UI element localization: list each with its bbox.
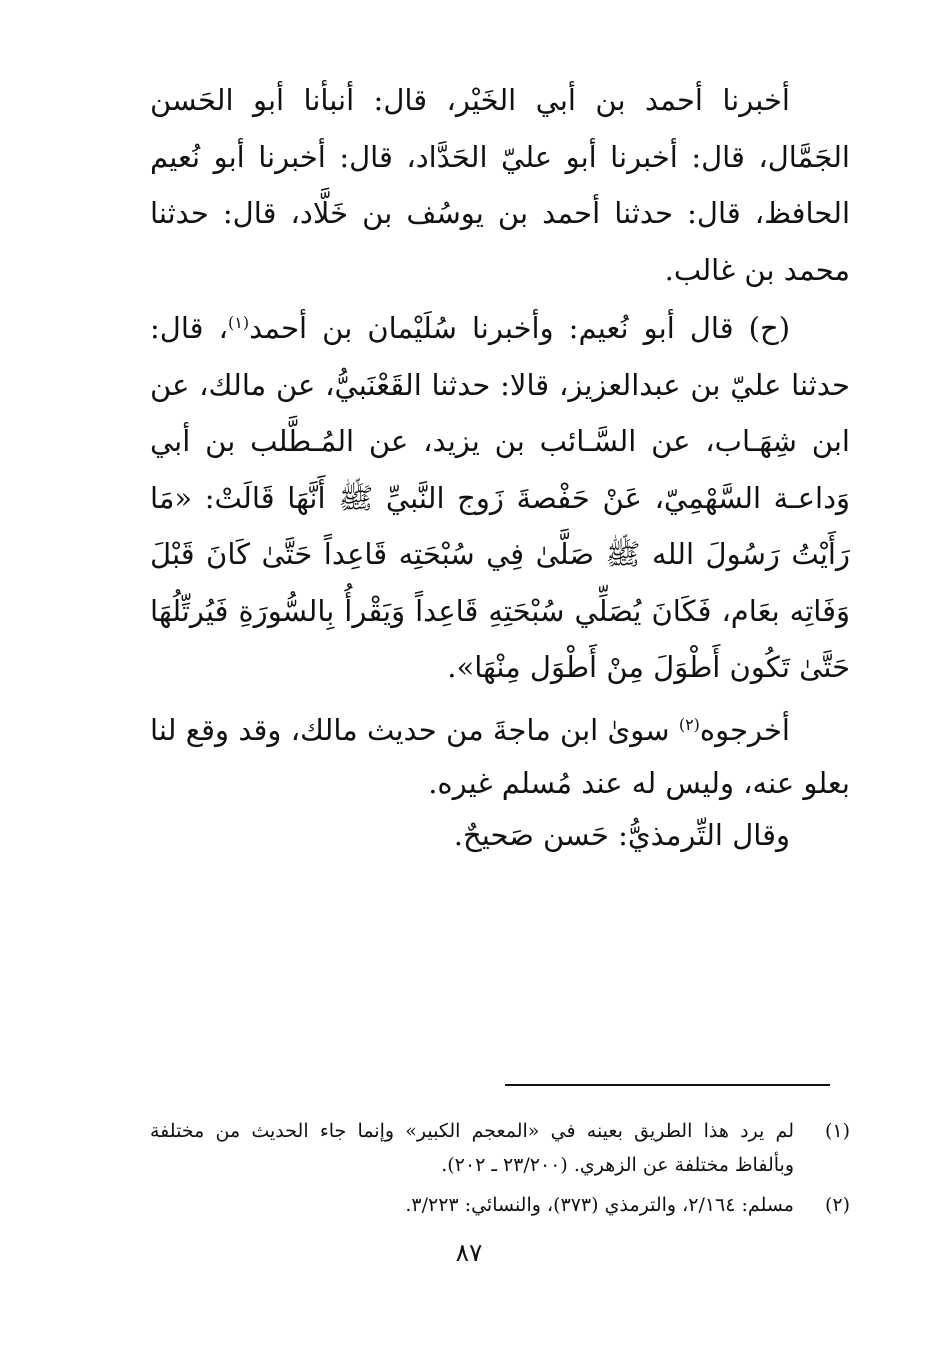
footnote-2 — [150, 1188, 850, 1222]
paragraph-tirmidhi — [150, 810, 850, 860]
footnote-2-number: (٢) — [824, 1194, 850, 1216]
footnote-ref-2[interactable]: (٢) — [678, 714, 700, 734]
footnote-1-number: (١) — [824, 1120, 850, 1142]
footnote-ref-1[interactable]: (١) — [227, 313, 250, 332]
footnote-divider — [505, 1084, 830, 1086]
paragraph-isnad — [150, 72, 850, 298]
paragraph-takhrij-before: أخرجوه — [699, 712, 790, 747]
page-number: ٨٧ — [455, 1238, 483, 1267]
footnote-1-text: لم يرد هذا الطريق بعينه في «المعجم الكبير» وإنما جاء الحديث من مختلفة وبألفاظ مختلفة عن الزهري. (٢٣/٢٠٠ ـ ٢٠٢). — [150, 1120, 794, 1176]
main-text — [150, 72, 850, 860]
paragraph-hadith — [150, 300, 850, 696]
footnotes — [150, 1114, 850, 1222]
footnote-2-text: مسلم: ٢/١٦٤، والترمذي (٣٧٣)، والنسائي: ٣/٢٢٣. — [405, 1194, 794, 1216]
paragraph-isnad-text: أخبرنا أحمد بن أبي الخَيْر، قال: أنبأنا أبو الحَسن الجَمَّال، قال: أخبرنا أبو عليّ الحَدَّاد، قال: أخبرنا أبو نُعيم الحافظ، قال: حدثنا أحمد بن يوسُف بن خَلَّاد، قال: حدثنا محمد بن غالب. — [150, 83, 850, 287]
paragraph-tirmidhi-text: وقال التِّرمذيُّ: حَسن صَحيحٌ. — [453, 817, 790, 852]
paragraph-takhrij-after: سوىٰ ابن ماجةَ من حديث مالك، وقد وقع لنا بعلو عنه، وليس له عند مُسلم غيره. — [150, 712, 850, 800]
footnote-1 — [150, 1114, 850, 1182]
paragraph-takhrij — [150, 704, 850, 810]
paragraph-hadith-after: ، قال: حدثنا عليّ بن عبدالعزيز، قالا: حدثنا القَعْنَبيُّ، عن مالك، عن ابن شِهَـاب، عن السَّـائب بن يزيد، عن المُـطَّلب بن أبي وَداعـة السَّهْمِيّ، عَنْ حَفْصةَ زَوج النَّبيِّ ﷺ أَنَّهَا قَالَتْ: «مَا رَأَيْتُ رَسُولَ الله ﷺ صَلَّىٰ فِي سُبْحَتِه قَاعِداً حَتَّىٰ كَانَ قَبْلَ وَفَاتِه بعَام، فَكَانَ يُصَلِّي سُبْحَتِهِ قَاعِداً وَيَقْرأُ بِالسُّورَةِ فَيُرتِّلُهَا حَتَّىٰ تَكُون أَطْوَلَ مِنْ أَطْوَل مِنْهَا». — [150, 311, 850, 684]
paragraph-hadith-before: (ح) قال أبو نُعيم: وأخبرنا سُلَيْمان بن أحمد — [249, 311, 791, 345]
